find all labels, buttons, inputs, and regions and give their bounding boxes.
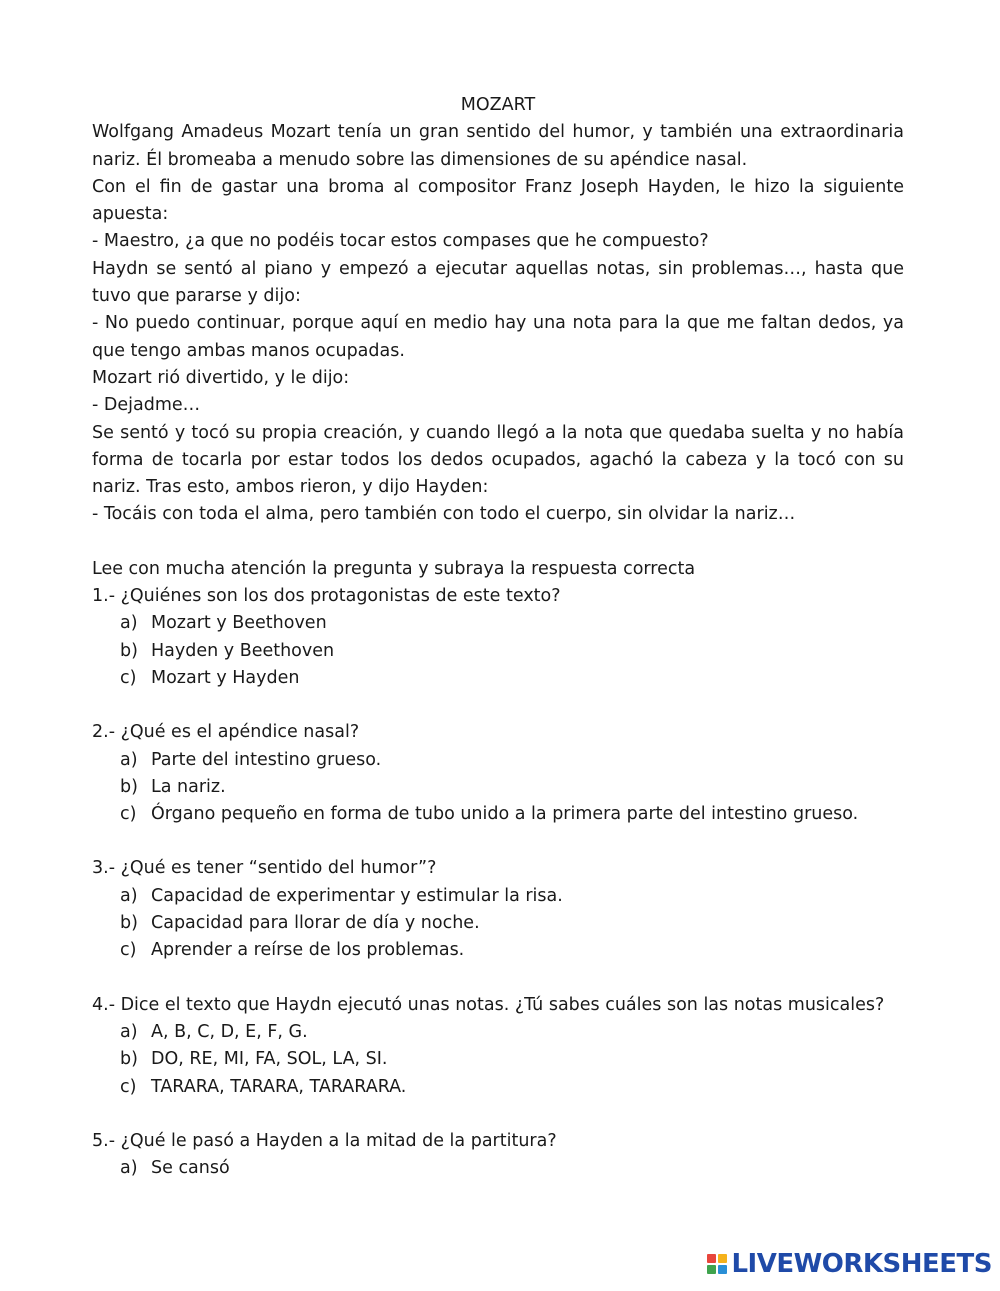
story-paragraph: Wolfgang Amadeus Mozart tenía un gran sentido del humor, y también una extraordinaria nariz. Él bromeaba a menudo sobre las dimensiones de su apéndice nasal. xyxy=(92,122,904,170)
question-text: 3.- ¿Qué es tener “sentido del humor”? xyxy=(92,858,437,879)
answer-option[interactable]: c) Aprender a reírse de los problemas. xyxy=(120,940,465,961)
answer-option[interactable]: a) Parte del intestino grueso. xyxy=(120,749,382,770)
logo-square xyxy=(707,1265,716,1274)
answer-option[interactable]: b) Capacidad para llorar de día y noche. xyxy=(120,913,480,934)
worksheet-page xyxy=(92,92,904,1182)
story-paragraph: - No puedo continuar, porque aquí en medio hay una nota para la que me faltan dedos, ya que tengo ambas manos ocupadas. xyxy=(92,313,904,361)
answer-option[interactable]: c) Mozart y Hayden xyxy=(120,667,300,688)
logo-mark-icon xyxy=(707,1254,727,1274)
logo-square xyxy=(718,1265,727,1274)
answer-option[interactable]: c) TARARA, TARARA, TARARARA. xyxy=(120,1076,407,1097)
story-paragraph: - Dejadme… xyxy=(92,395,201,416)
question-text: 5.- ¿Qué le pasó a Hayden a la mitad de la partitura? xyxy=(92,1130,557,1151)
question-2 xyxy=(92,719,904,828)
story-text xyxy=(92,119,904,528)
answer-option[interactable]: b) Hayden y Beethoven xyxy=(120,640,335,661)
story-paragraph: Mozart rió divertido, y le dijo: xyxy=(92,367,350,388)
story-paragraph: - Maestro, ¿a que no podéis tocar estos compases que he compuesto? xyxy=(92,231,709,252)
question-text: 4.- Dice el texto que Haydn ejecutó unas notas. ¿Tú sabes cuáles son las notas musicales? xyxy=(92,994,885,1015)
question-text: 2.- ¿Qué es el apéndice nasal? xyxy=(92,722,360,743)
story-paragraph: Se sentó y tocó su propia creación, y cuando llegó a la nota que quedaba suelta y no había forma de tocarla por estar todos los dedos ocupados, agachó la cabeza y la tocó con su nariz. Tras esto, ambos rieron, y dijo Hayden: xyxy=(92,422,904,498)
answer-option[interactable]: b) DO, RE, MI, FA, SOL, LA, SI. xyxy=(120,1049,388,1070)
question-1 xyxy=(92,583,904,692)
question-4 xyxy=(92,992,904,1101)
answer-option[interactable]: a) Capacidad de experimentar y estimular la risa. xyxy=(120,885,563,906)
question-3 xyxy=(92,855,904,964)
answer-option[interactable]: a) Se cansó xyxy=(120,1158,230,1179)
logo-square xyxy=(718,1254,727,1263)
answer-option[interactable]: a) Mozart y Beethoven xyxy=(120,613,327,634)
logo-square xyxy=(707,1254,716,1263)
story-paragraph: Haydn se sentó al piano y empezó a ejecutar aquellas notas, sin problemas…, hasta que tuvo que pararse y dijo: xyxy=(92,258,904,307)
story-paragraph: - Tocáis con toda el alma, pero también con todo el cuerpo, sin olvidar la nariz… xyxy=(92,504,796,525)
logo-text: LIVEWORKSHEETS xyxy=(731,1249,992,1279)
question-5 xyxy=(92,1128,904,1183)
answer-option[interactable]: a) A, B, C, D, E, F, G. xyxy=(120,1021,308,1042)
liveworksheets-logo xyxy=(707,1249,992,1279)
page-title: MOZART xyxy=(460,95,536,115)
question-text: 1.- ¿Quiénes son los dos protagonistas de este texto? xyxy=(92,586,561,607)
answer-option[interactable]: b) La nariz. xyxy=(120,776,226,797)
story-paragraph: Con el fin de gastar una broma al compositor Franz Joseph Hayden, le hizo la siguiente apuesta: xyxy=(92,176,904,225)
answer-option[interactable]: c) Órgano pequeño en forma de tubo unido a la primera parte del intestino grueso. xyxy=(120,804,859,825)
instructions: Lee con mucha atención la pregunta y subraya la respuesta correcta xyxy=(92,558,696,579)
